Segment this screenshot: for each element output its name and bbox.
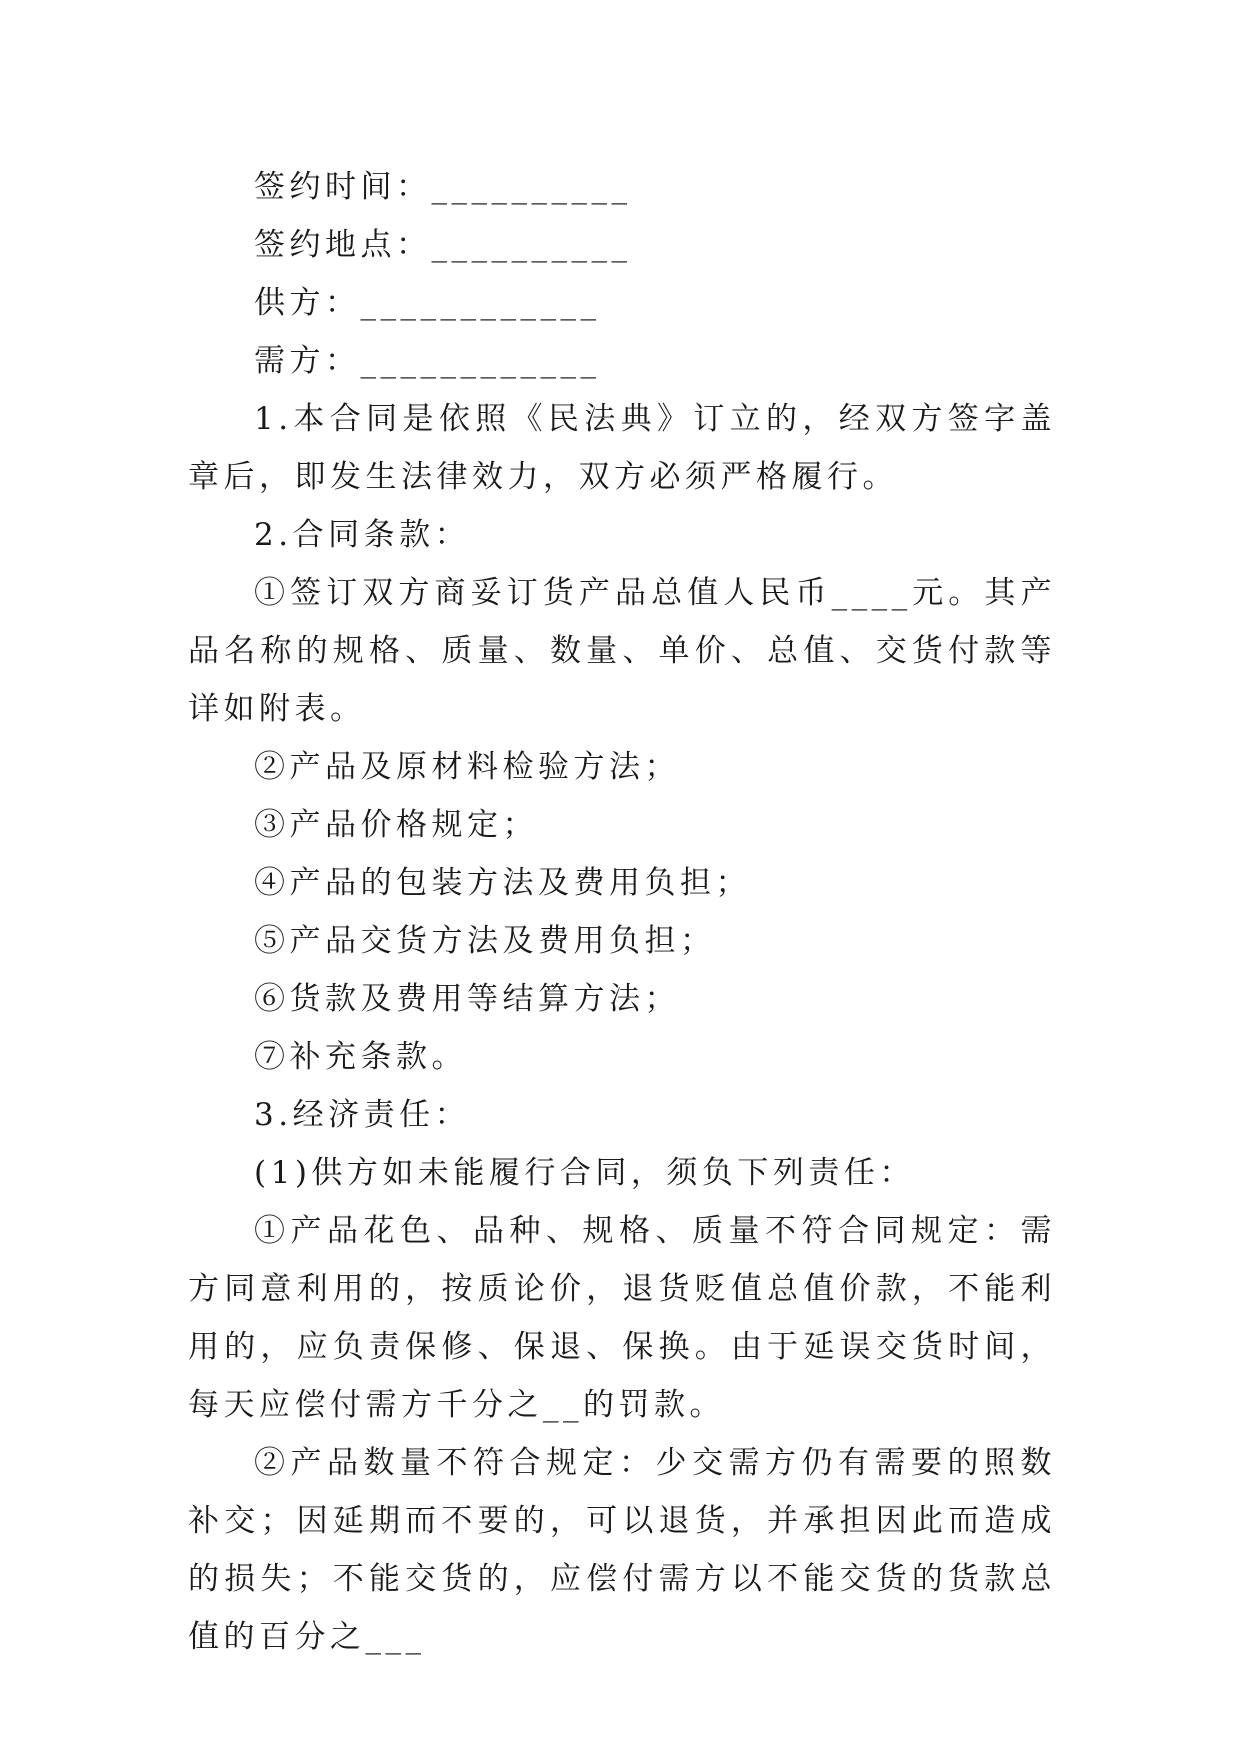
- clause-2-item-3: ③产品价格规定；: [254, 807, 538, 843]
- signing-place-line: 签约地点：__________: [254, 227, 632, 263]
- clause-3-sub-1: (1)供方如未能履行合同，须负下列责任：: [254, 1155, 915, 1191]
- clause-3-sub-1-item-1: ①产品花色、品种、规格、质量不符合同规定：需方同意利用的，按质论价，退货贬值总值价款，不能利用的，应负责保修、保退、保换。由于延误交货时间，每天应偿付需方千分之__的罚款。: [188, 1213, 1056, 1423]
- clause-2-heading: 2.合同条款：: [254, 517, 471, 553]
- document-body: [188, 158, 1056, 1666]
- clause-3-sub-1-item-2: ②产品数量不符合规定：少交需方仍有需要的照数补交；因延期而不要的，可以退货，并承担因此而造成的损失；不能交货的，应偿付需方以不能交货的货款总值的百分之___: [188, 1445, 1056, 1655]
- supplier-line: 供方：____________: [254, 285, 601, 321]
- clause-2-item-1: ①签订双方商妥订货产品总值人民币____元。其产品名称的规格、质量、数量、单价、总值、交货付款等详如附表。: [188, 575, 1056, 727]
- clause-1: 1.本合同是依照《民法典》订立的，经双方签字盖章后，即发生法律效力，双方必须严格履行。: [188, 401, 1056, 495]
- clause-2-item-5: ⑤产品交货方法及费用负担；: [254, 923, 716, 959]
- clause-2-item-2: ②产品及原材料检验方法；: [254, 749, 680, 785]
- signing-time-line: 签约时间：__________: [254, 169, 632, 205]
- buyer-line: 需方：____________: [254, 343, 601, 379]
- clause-2-item-7: ⑦补充条款。: [254, 1039, 467, 1075]
- clause-2-item-4: ④产品的包装方法及费用负担；: [254, 865, 751, 901]
- clause-2-item-6: ⑥货款及费用等结算方法；: [254, 981, 680, 1017]
- clause-3-heading: 3.经济责任：: [254, 1097, 471, 1133]
